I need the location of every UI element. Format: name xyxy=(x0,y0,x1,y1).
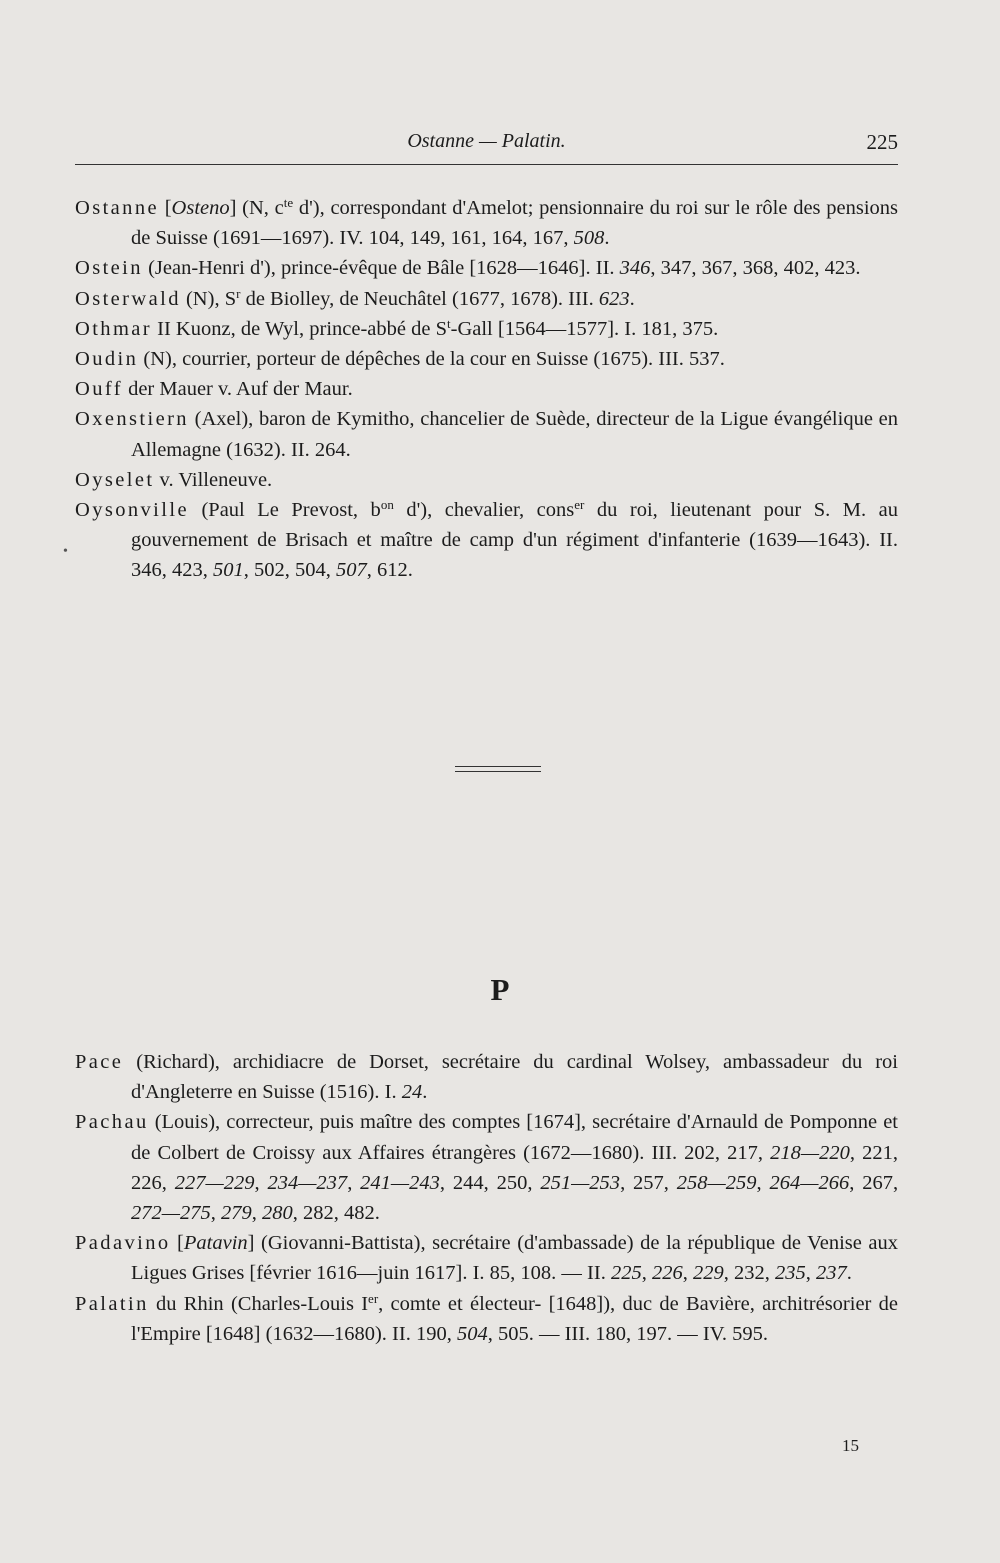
entry-text: , xyxy=(641,1262,652,1285)
entry-headword: Pace xyxy=(75,1051,124,1073)
entry-text: [ xyxy=(158,197,172,219)
entry-italic-text: 235 xyxy=(774,1262,806,1285)
entry-italic-text: 346 xyxy=(619,257,651,280)
entry-italic-text: 623 xyxy=(598,287,630,310)
entry-text: ] (N, c xyxy=(229,197,284,219)
signature-mark: 15 xyxy=(842,1436,859,1455)
index-entry xyxy=(75,284,898,314)
page-header xyxy=(75,128,898,165)
entry-text: , xyxy=(254,1171,268,1194)
entry-text: , xyxy=(805,1262,816,1285)
entry-italic-text: 225 xyxy=(610,1262,642,1285)
entry-text: , 244, 250, xyxy=(439,1171,541,1194)
entry-italic-text: Patavin xyxy=(183,1232,248,1255)
entry-text: . xyxy=(629,287,635,310)
stray-mark: • xyxy=(63,544,68,559)
index-entry xyxy=(75,495,898,586)
entry-text: (N), courrier, porteur de dépêches de la cour en Suisse (1675). III. 537. xyxy=(138,348,725,371)
entry-italic-text: 508 xyxy=(573,227,605,250)
entry-italic-text: 226 xyxy=(651,1262,683,1285)
entry-italic-text: Osteno xyxy=(171,197,230,219)
entry-headword: Oxenstiern xyxy=(75,408,189,431)
entry-superscript: r xyxy=(236,285,241,301)
index-entry xyxy=(75,465,898,495)
entry-text: . xyxy=(846,1262,852,1285)
entry-headword: Ouff xyxy=(75,378,123,401)
entry-italic-text: 501 xyxy=(213,559,244,582)
entry-italic-text: 241—243 xyxy=(360,1171,440,1194)
entry-text: , xyxy=(682,1262,693,1285)
running-title: Ostanne — Palatin. xyxy=(407,130,566,152)
entry-text: -Gall [1564—1577]. I. 181, 375. xyxy=(450,317,719,340)
entry-headword: Osterwald xyxy=(75,287,181,310)
entry-text: d'), correspondant d'Amelot; pensionnaire du roi sur le rôle des pensions de Suisse (1691—1697). IV. 104, 149, 161, 164, 167, xyxy=(131,197,898,250)
index-entry xyxy=(75,1047,898,1107)
entry-headword: Pachau xyxy=(75,1111,149,1134)
index-entry xyxy=(75,1228,898,1288)
entry-headword: Oudin xyxy=(75,348,139,371)
entry-headword: Othmar xyxy=(75,317,153,340)
entry-text: , xyxy=(347,1171,361,1194)
entry-text: , 221, 226, xyxy=(131,1141,898,1194)
entry-text: (N), S xyxy=(180,287,237,310)
entry-text: d'), chevalier, cons xyxy=(393,499,575,522)
entry-italic-text: 279 xyxy=(220,1202,252,1225)
entry-headword: Oysonville xyxy=(75,499,189,522)
entry-text: , xyxy=(251,1202,262,1225)
entry-text: du Rhin (Charles-Louis I xyxy=(148,1292,369,1315)
entry-italic-text: 507 xyxy=(336,559,367,582)
entry-italic-text: 504 xyxy=(456,1322,488,1345)
section-divider xyxy=(455,766,541,772)
index-entry xyxy=(75,253,898,283)
entry-superscript: er xyxy=(574,497,585,513)
entry-text: , 232, xyxy=(723,1262,775,1285)
entry-headword: Oyselet xyxy=(75,468,155,491)
entry-text: du roi, lieutenant pour S. M. au gouvernement de Brisach et maître de camp d'un régiment d'infanterie (1639—1643). II. 346, 423, xyxy=(131,499,898,582)
entry-text: . xyxy=(422,1081,428,1104)
index-entry xyxy=(75,1289,898,1349)
entry-superscript: te xyxy=(283,195,294,210)
entry-headword: Ostanne xyxy=(75,197,159,219)
entry-text: , 267, xyxy=(849,1171,899,1194)
entry-text: [ xyxy=(170,1232,184,1255)
entry-list-o xyxy=(75,193,898,586)
entry-text: , 257, xyxy=(620,1171,677,1194)
section-letter: P xyxy=(490,972,510,1007)
index-entry xyxy=(75,193,898,253)
index-entry xyxy=(75,374,898,404)
entry-superscript: t xyxy=(447,315,451,331)
entry-italic-text: 227—229 xyxy=(174,1171,255,1194)
entry-text: (Paul Le Prevost, b xyxy=(188,499,381,522)
entry-text: der Mauer v. Auf der Maur. xyxy=(122,378,353,401)
entry-italic-text: 234—237 xyxy=(267,1171,348,1194)
entry-text: , xyxy=(210,1202,221,1225)
index-entry xyxy=(75,344,898,374)
entry-italic-text: 218—220 xyxy=(770,1141,850,1164)
entry-headword: Padavino xyxy=(75,1232,171,1255)
entry-headword: Palatin xyxy=(75,1292,149,1315)
index-entry xyxy=(75,314,898,344)
entry-text: II Kuonz, de Wyl, prince-abbé de S xyxy=(152,317,447,340)
entry-italic-text: 237 xyxy=(815,1262,847,1285)
entry-text: (Jean-Henri d'), prince-évêque de Bâle [1628—1646]. II. xyxy=(142,257,620,280)
entry-text: , 505. — III. 180, 197. — IV. 595. xyxy=(487,1322,769,1345)
entry-superscript: on xyxy=(380,497,394,513)
entry-text: (Axel), baron de Kymitho, chancelier de Suède, directeur de la Ligue évangélique en Allemagne (1632). II. 264. xyxy=(131,408,898,461)
index-entry xyxy=(75,404,898,464)
entry-text: , 282, 482. xyxy=(292,1202,380,1225)
entry-italic-text: 280 xyxy=(261,1202,293,1225)
entry-text: . xyxy=(604,227,610,250)
entry-italic-text: 272—275 xyxy=(131,1202,211,1225)
entry-text: ] (Giovanni-Battista), secrétaire (d'ambassade) de la république de Venise aux Ligues Grises [février 1616—juin 1617]. I. 85, 108. — II. xyxy=(131,1232,898,1285)
entry-headword: Ostein xyxy=(75,257,143,280)
entry-text: , 347, 367, 368, 402, 423. xyxy=(650,257,861,280)
entry-superscript: er xyxy=(368,1290,379,1306)
entry-text: , xyxy=(756,1171,770,1194)
entry-italic-text: 264—266 xyxy=(769,1171,850,1194)
entry-text: , 502, 504, xyxy=(243,559,336,582)
page-number: 225 xyxy=(866,130,898,154)
entry-text: (Richard), archidiacre de Dorset, secrétaire du cardinal Wolsey, ambassadeur du roi d'Angleterre en Suisse (1516). I. xyxy=(123,1051,898,1104)
entry-italic-text: 258—259 xyxy=(676,1171,757,1194)
entry-text: , comte et électeur- [1648]), duc de Bavière, architrésorier de l'Empire [1648] (1632—1680). II. 190, xyxy=(131,1292,898,1345)
entry-text: v. Villeneuve. xyxy=(154,468,273,491)
entry-text: (Louis), correcteur, puis maître des comptes [1674], secrétaire d'Arnauld de Pomponne et de Colbert de Croissy aux Affaires étrangères (1672—1680). III. 202, 217, xyxy=(131,1111,898,1164)
entry-italic-text: 251—253 xyxy=(540,1171,621,1194)
entry-italic-text: 229 xyxy=(692,1262,724,1285)
entry-text: de Biolley, de Neuchâtel (1677, 1678). III. xyxy=(240,287,599,310)
index-entry xyxy=(75,1107,898,1228)
entry-text: , 612. xyxy=(366,559,413,582)
entry-italic-text: 24 xyxy=(401,1081,423,1104)
entry-list-p xyxy=(75,1047,898,1349)
